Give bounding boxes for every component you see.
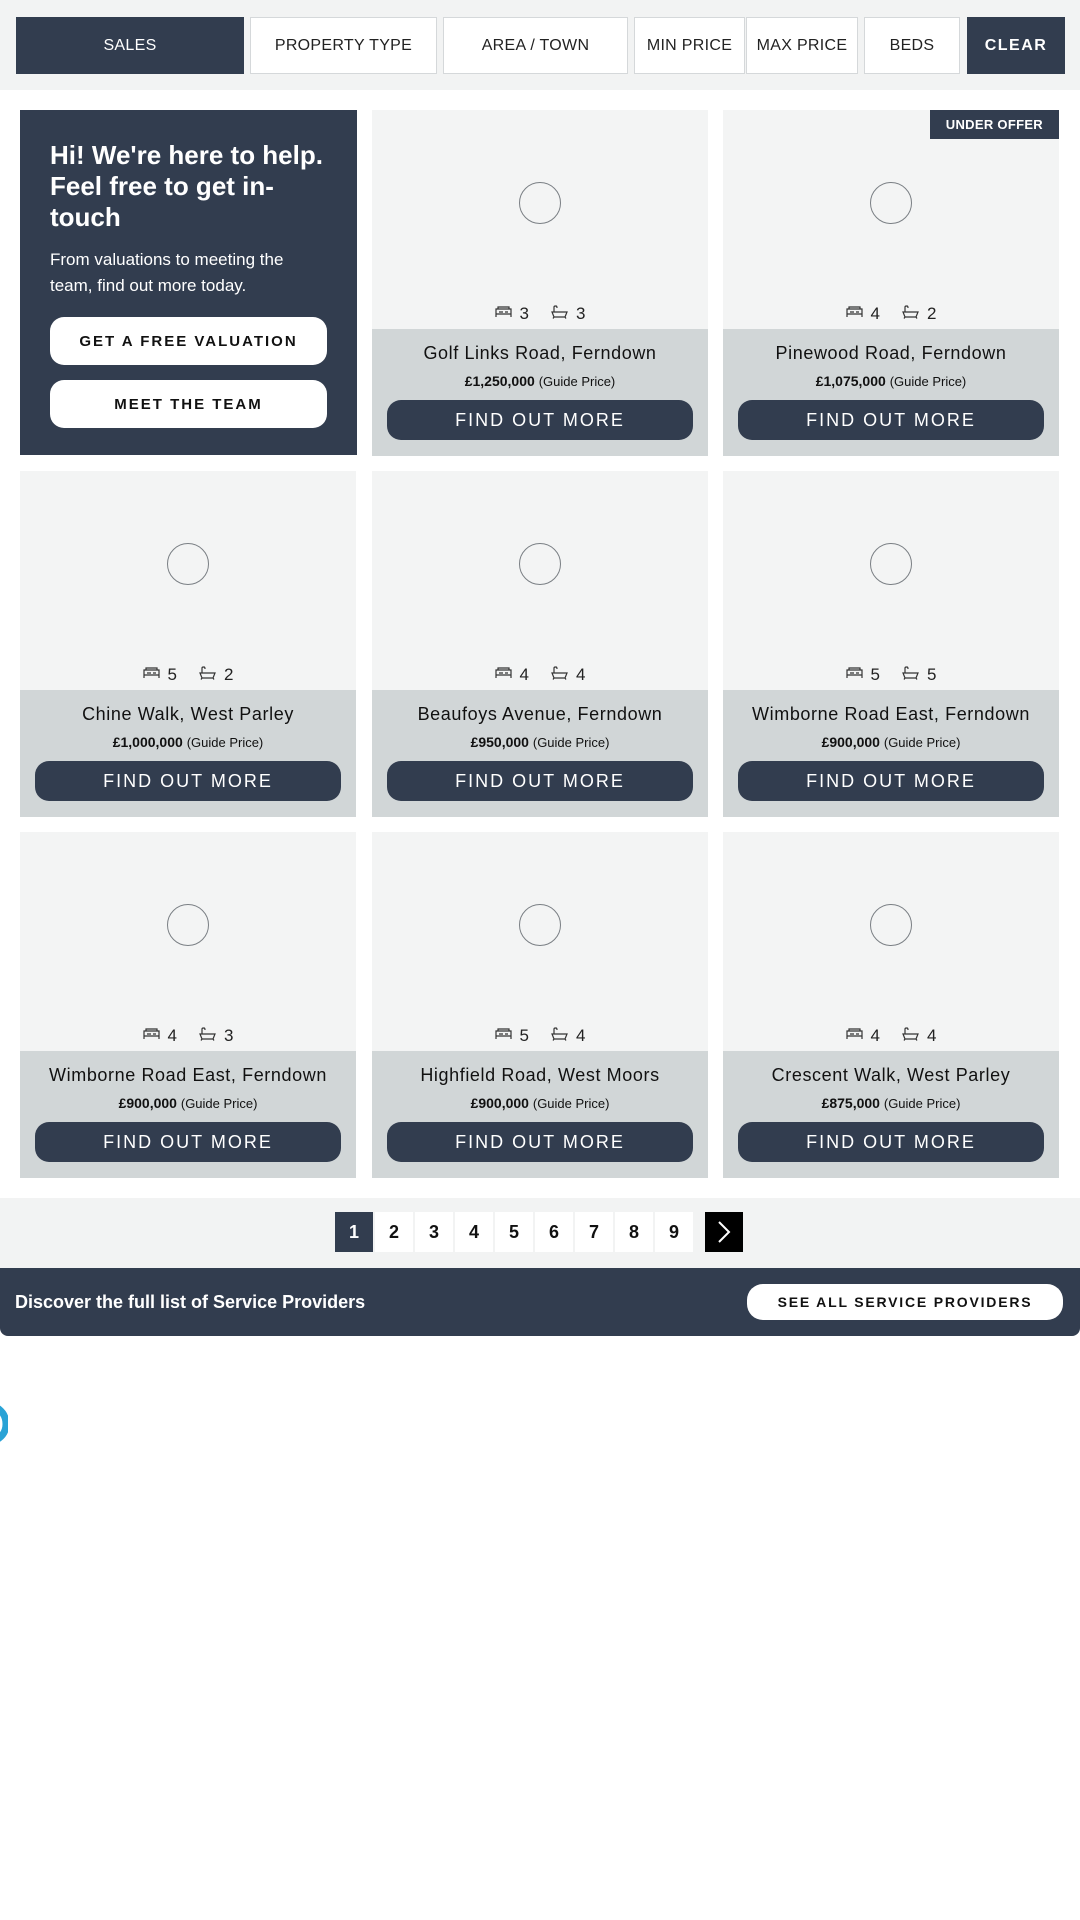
bathroom-count: 3 (576, 304, 586, 323)
loading-spinner-icon (167, 543, 209, 585)
property-image[interactable] (372, 110, 708, 329)
price-value: £950,000 (470, 734, 529, 750)
find-out-more-button[interactable]: FIND OUT MORE (738, 761, 1044, 801)
price-value: £900,000 (470, 1095, 529, 1111)
bed-icon (495, 304, 512, 324)
bed-icon (495, 665, 512, 685)
price-value: £1,075,000 (815, 373, 886, 389)
property-specs (20, 665, 356, 685)
status-badge: UNDER OFFER (930, 110, 1059, 139)
property-specs (372, 304, 708, 324)
property-price (723, 373, 1059, 389)
bed-icon (143, 665, 160, 685)
property-specs (20, 1026, 356, 1046)
price-qualifier: (Guide Price) (538, 374, 616, 389)
property-image[interactable] (20, 832, 356, 1051)
property-info (723, 690, 1059, 817)
find-out-more-button[interactable]: FIND OUT MORE (35, 1122, 341, 1162)
price-value: £900,000 (118, 1095, 177, 1111)
meet-the-team-button[interactable]: MEET THE TEAM (50, 380, 327, 428)
bath-icon (902, 304, 919, 324)
property-title[interactable]: Golf Links Road, Ferndown (423, 343, 657, 363)
bath-icon (551, 665, 568, 685)
page-5-button[interactable]: 5 (495, 1212, 533, 1252)
filter-sales[interactable]: SALES (16, 17, 244, 74)
property-image[interactable] (723, 471, 1059, 690)
property-info (723, 329, 1059, 456)
property-image[interactable] (20, 471, 356, 690)
price-value: £1,000,000 (112, 734, 183, 750)
page-7-button[interactable]: 7 (575, 1212, 613, 1252)
find-out-more-button[interactable]: FIND OUT MORE (738, 1122, 1044, 1162)
filter-max-price[interactable]: MAX PRICE (746, 17, 858, 74)
filter-min-price[interactable]: MIN PRICE (634, 17, 745, 74)
bedroom-count: 5 (167, 665, 177, 684)
loading-spinner-icon (870, 543, 912, 585)
price-value: £900,000 (821, 734, 880, 750)
property-image[interactable] (723, 832, 1059, 1051)
page-4-button[interactable]: 4 (455, 1212, 493, 1252)
property-card[interactable] (20, 471, 356, 817)
loading-spinner-icon (870, 182, 912, 224)
property-specs (723, 1026, 1059, 1046)
filter-area-town[interactable]: AREA / TOWN (443, 17, 628, 74)
loading-spinner-icon (519, 182, 561, 224)
free-valuation-button[interactable]: GET A FREE VALUATION (50, 317, 327, 365)
page-6-button[interactable]: 6 (535, 1212, 573, 1252)
property-price (372, 1095, 708, 1111)
bathroom-count: 5 (927, 665, 937, 684)
property-card[interactable] (723, 110, 1059, 456)
bath-icon (902, 1026, 919, 1046)
cta-text: From valuations to meeting the team, find out more today. (50, 250, 284, 295)
property-title[interactable]: Highfield Road, West Moors (420, 1065, 660, 1085)
property-info (372, 1051, 708, 1178)
bath-icon (199, 1026, 216, 1046)
bed-icon (846, 1026, 863, 1046)
price-qualifier: (Guide Price) (180, 1096, 258, 1111)
bed-icon (143, 1026, 160, 1046)
find-out-more-button[interactable]: FIND OUT MORE (35, 761, 341, 801)
property-info (372, 329, 708, 456)
filter-bar (0, 0, 1080, 90)
property-price (723, 1095, 1059, 1111)
property-card[interactable] (723, 471, 1059, 817)
find-out-more-button[interactable]: FIND OUT MORE (387, 400, 693, 440)
page-8-button[interactable]: 8 (615, 1212, 653, 1252)
property-info (723, 1051, 1059, 1178)
property-price (723, 734, 1059, 750)
bathroom-count: 2 (224, 665, 234, 684)
bath-icon (551, 304, 568, 324)
property-card[interactable] (372, 110, 708, 456)
bedroom-count: 5 (519, 1026, 529, 1045)
bed-icon (846, 304, 863, 324)
filter-beds[interactable]: BEDS (864, 17, 960, 74)
page-2-button[interactable]: 2 (375, 1212, 413, 1252)
property-image[interactable] (372, 471, 708, 690)
price-qualifier: (Guide Price) (532, 735, 610, 750)
property-card[interactable] (723, 832, 1059, 1178)
property-price (20, 734, 356, 750)
property-info (20, 690, 356, 817)
bedroom-count: 3 (519, 304, 529, 323)
loading-spinner-icon (519, 904, 561, 946)
find-out-more-button[interactable]: FIND OUT MORE (738, 400, 1044, 440)
bath-icon (902, 665, 919, 685)
contact-cta-panel (20, 110, 357, 455)
property-image[interactable] (723, 110, 1059, 329)
page-9-button[interactable]: 9 (655, 1212, 693, 1252)
bedroom-count: 4 (519, 665, 529, 684)
see-all-service-providers-button[interactable]: SEE ALL SERVICE PROVIDERS (747, 1284, 1063, 1320)
price-qualifier: (Guide Price) (186, 735, 264, 750)
loading-spinner-icon (167, 904, 209, 946)
property-title[interactable]: Wimborne Road East, Ferndown (49, 1065, 327, 1085)
bed-icon (495, 1026, 512, 1046)
bedroom-count: 4 (167, 1026, 177, 1045)
find-out-more-button[interactable]: FIND OUT MORE (387, 761, 693, 801)
property-image[interactable] (372, 832, 708, 1051)
property-price (372, 734, 708, 750)
bedroom-count: 4 (870, 304, 880, 323)
price-qualifier: (Guide Price) (883, 735, 961, 750)
find-out-more-button[interactable]: FIND OUT MORE (387, 1122, 693, 1162)
property-specs (723, 665, 1059, 685)
property-card[interactable] (20, 832, 356, 1178)
page-3-button[interactable]: 3 (415, 1212, 453, 1252)
bedroom-count: 4 (870, 1026, 880, 1045)
pagination (0, 1198, 1080, 1268)
bathroom-count: 4 (576, 1026, 586, 1045)
clear-filters-button[interactable]: CLEAR (967, 17, 1065, 74)
cta-heading: Hi! We're here to help. Feel free to get in-touch (50, 140, 323, 232)
property-title[interactable]: Chine Walk, West Parley (82, 704, 294, 724)
property-info (372, 690, 708, 817)
property-price (372, 373, 708, 389)
property-title[interactable]: Beaufoys Avenue, Ferndown (417, 704, 663, 724)
service-providers-banner (0, 1268, 1080, 1336)
next-page-button[interactable] (705, 1212, 743, 1252)
price-value: £1,250,000 (464, 373, 535, 389)
loading-spinner-icon (870, 904, 912, 946)
chevron-right-icon (717, 1221, 731, 1243)
price-qualifier: (Guide Price) (532, 1096, 610, 1111)
bedroom-count: 5 (870, 665, 880, 684)
property-price (20, 1095, 356, 1111)
property-title[interactable]: Pinewood Road, Ferndown (775, 343, 1007, 363)
property-specs (372, 1026, 708, 1046)
price-qualifier: (Guide Price) (883, 1096, 961, 1111)
property-title[interactable]: Wimborne Road East, Ferndown (752, 704, 1030, 724)
loading-spinner-icon (519, 543, 561, 585)
property-specs (372, 665, 708, 685)
bathroom-count: 4 (576, 665, 586, 684)
filter-property-type[interactable]: PROPERTY TYPE (250, 17, 437, 74)
property-info (20, 1051, 356, 1178)
property-card[interactable] (372, 471, 708, 817)
page-1-button[interactable]: 1 (335, 1212, 373, 1252)
bathroom-count: 4 (927, 1026, 937, 1045)
price-value: £875,000 (821, 1095, 880, 1111)
property-title[interactable]: Crescent Walk, West Parley (771, 1065, 1011, 1085)
property-specs (723, 304, 1059, 324)
property-card[interactable] (372, 832, 708, 1178)
logo-fragment-icon (0, 1398, 8, 1478)
service-providers-text: Discover the full list of Service Providers (15, 1291, 366, 1312)
bath-icon (199, 665, 216, 685)
bed-icon (846, 665, 863, 685)
bathroom-count: 3 (224, 1026, 234, 1045)
bathroom-count: 2 (927, 304, 937, 323)
price-qualifier: (Guide Price) (889, 374, 967, 389)
bath-icon (551, 1026, 568, 1046)
